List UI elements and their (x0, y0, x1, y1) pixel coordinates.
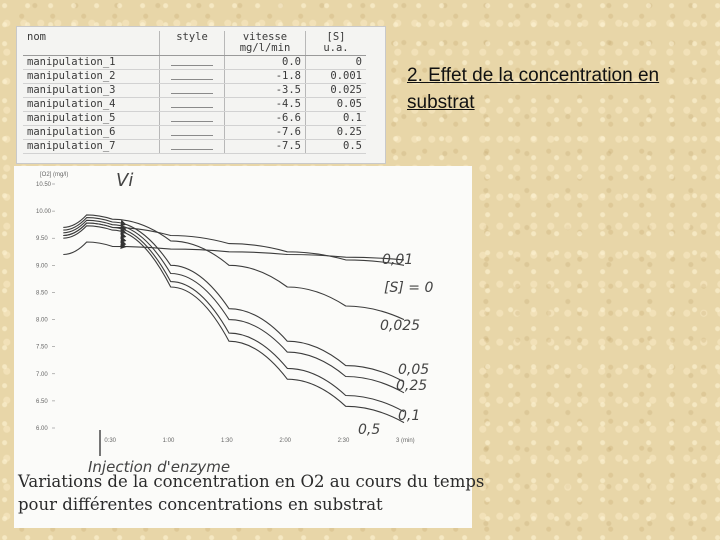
x-tick-label: 2:30 (337, 438, 350, 444)
row-style (160, 56, 225, 70)
row-name: manipulation_7 (23, 140, 160, 154)
style-line-swatch (171, 135, 213, 136)
style-line-swatch (171, 121, 213, 122)
row-name: manipulation_5 (23, 112, 160, 126)
caption-line-1: Variations de la concentration en O2 au cours du temps (18, 472, 485, 491)
style-line-swatch (171, 149, 213, 150)
curve-line (63, 226, 404, 423)
row-name: manipulation_1 (23, 56, 160, 70)
x-tick-label: 1:30 (221, 438, 233, 444)
row-speed: -1.8 (225, 70, 306, 84)
curve-line (63, 223, 404, 265)
header-name: nom (23, 31, 160, 56)
y-tick-label: 9.50 (36, 236, 48, 243)
y-ticks (36, 182, 55, 432)
style-line-swatch (171, 65, 213, 66)
results-table-image (16, 26, 386, 164)
y-tick-label: 10.50 (36, 182, 52, 188)
curve-label: 0,05 (398, 362, 430, 378)
curve-label: 0,5 (358, 422, 381, 438)
curves (63, 215, 404, 423)
header-concentration: [S] u.a. (306, 31, 367, 56)
table-header-row (23, 31, 366, 56)
row-concentration: 0.1 (306, 112, 367, 126)
row-concentration: 0.025 (306, 84, 367, 98)
y-tick-label: 8.00 (36, 317, 48, 324)
table-row (23, 56, 366, 70)
curve-label: 0,1 (398, 408, 421, 424)
row-concentration: 0.001 (306, 70, 367, 84)
row-style (160, 112, 225, 126)
row-speed: 0.0 (225, 56, 306, 70)
y-tick-label: 6.00 (36, 426, 48, 432)
header-style: style (160, 31, 225, 56)
row-style (160, 98, 225, 112)
row-speed: -7.6 (225, 126, 306, 140)
row-speed: -7.5 (225, 140, 306, 154)
row-style (160, 140, 225, 154)
curve-label: 0,01 (382, 252, 414, 268)
row-name: manipulation_6 (23, 126, 160, 140)
style-line-swatch (171, 79, 213, 80)
table-row (23, 126, 366, 140)
y-tick-label: 7.50 (36, 344, 48, 351)
y-axis-title: [O2] (mg/l) (40, 172, 69, 178)
row-speed: -4.5 (225, 98, 306, 112)
row-style (160, 70, 225, 84)
row-concentration: 0 (306, 56, 367, 70)
row-concentration: 0.05 (306, 98, 367, 112)
table-row (23, 84, 366, 98)
x-tick-label: 2:00 (279, 438, 292, 444)
table-row (23, 70, 366, 84)
row-speed: -3.5 (225, 84, 306, 98)
header-speed: vitesse mg/l/min (225, 31, 306, 56)
curve-line (63, 242, 404, 260)
y-tick-label: 8.50 (36, 290, 48, 297)
row-concentration: 0.25 (306, 126, 367, 140)
handwritten-labels (116, 170, 433, 438)
row-name: manipulation_2 (23, 70, 160, 84)
y-tick-label: 10.00 (36, 209, 52, 216)
curve-line (63, 218, 404, 382)
y-tick-label: 7.00 (36, 371, 48, 378)
table-body (23, 56, 366, 154)
o2-chart-image (14, 166, 485, 528)
x-tick-label: 3 (min) (396, 438, 415, 444)
curve-label: 0,025 (380, 318, 421, 334)
table-row (23, 98, 366, 112)
x-tick-label: 1:00 (162, 438, 175, 444)
table-row (23, 140, 366, 154)
row-concentration: 0.5 (306, 140, 367, 154)
row-name: manipulation_4 (23, 98, 160, 112)
y-tick-label: 9.00 (36, 263, 48, 270)
row-name: manipulation_3 (23, 84, 160, 98)
table-row (23, 112, 366, 126)
row-style (160, 84, 225, 98)
slide-title: 2. Effet de la concentration en substrat (407, 65, 660, 113)
x-tick-label: 0:30 (104, 438, 117, 444)
caption-line-2: pour différentes concentrations en substrat (18, 495, 383, 514)
chart-caption (18, 470, 485, 516)
results-table (23, 31, 366, 154)
vi-label: Vi (116, 170, 134, 191)
curve-label: [S] = 0 (384, 280, 434, 296)
y-tick-label: 6.50 (36, 398, 48, 405)
row-style (160, 126, 225, 140)
row-speed: -6.6 (225, 112, 306, 126)
x-ticks (104, 438, 414, 444)
curve-label: 0,25 (396, 378, 428, 394)
style-line-swatch (171, 93, 213, 94)
injection-label: Injection d'enzyme (88, 458, 231, 476)
style-line-swatch (171, 107, 213, 108)
